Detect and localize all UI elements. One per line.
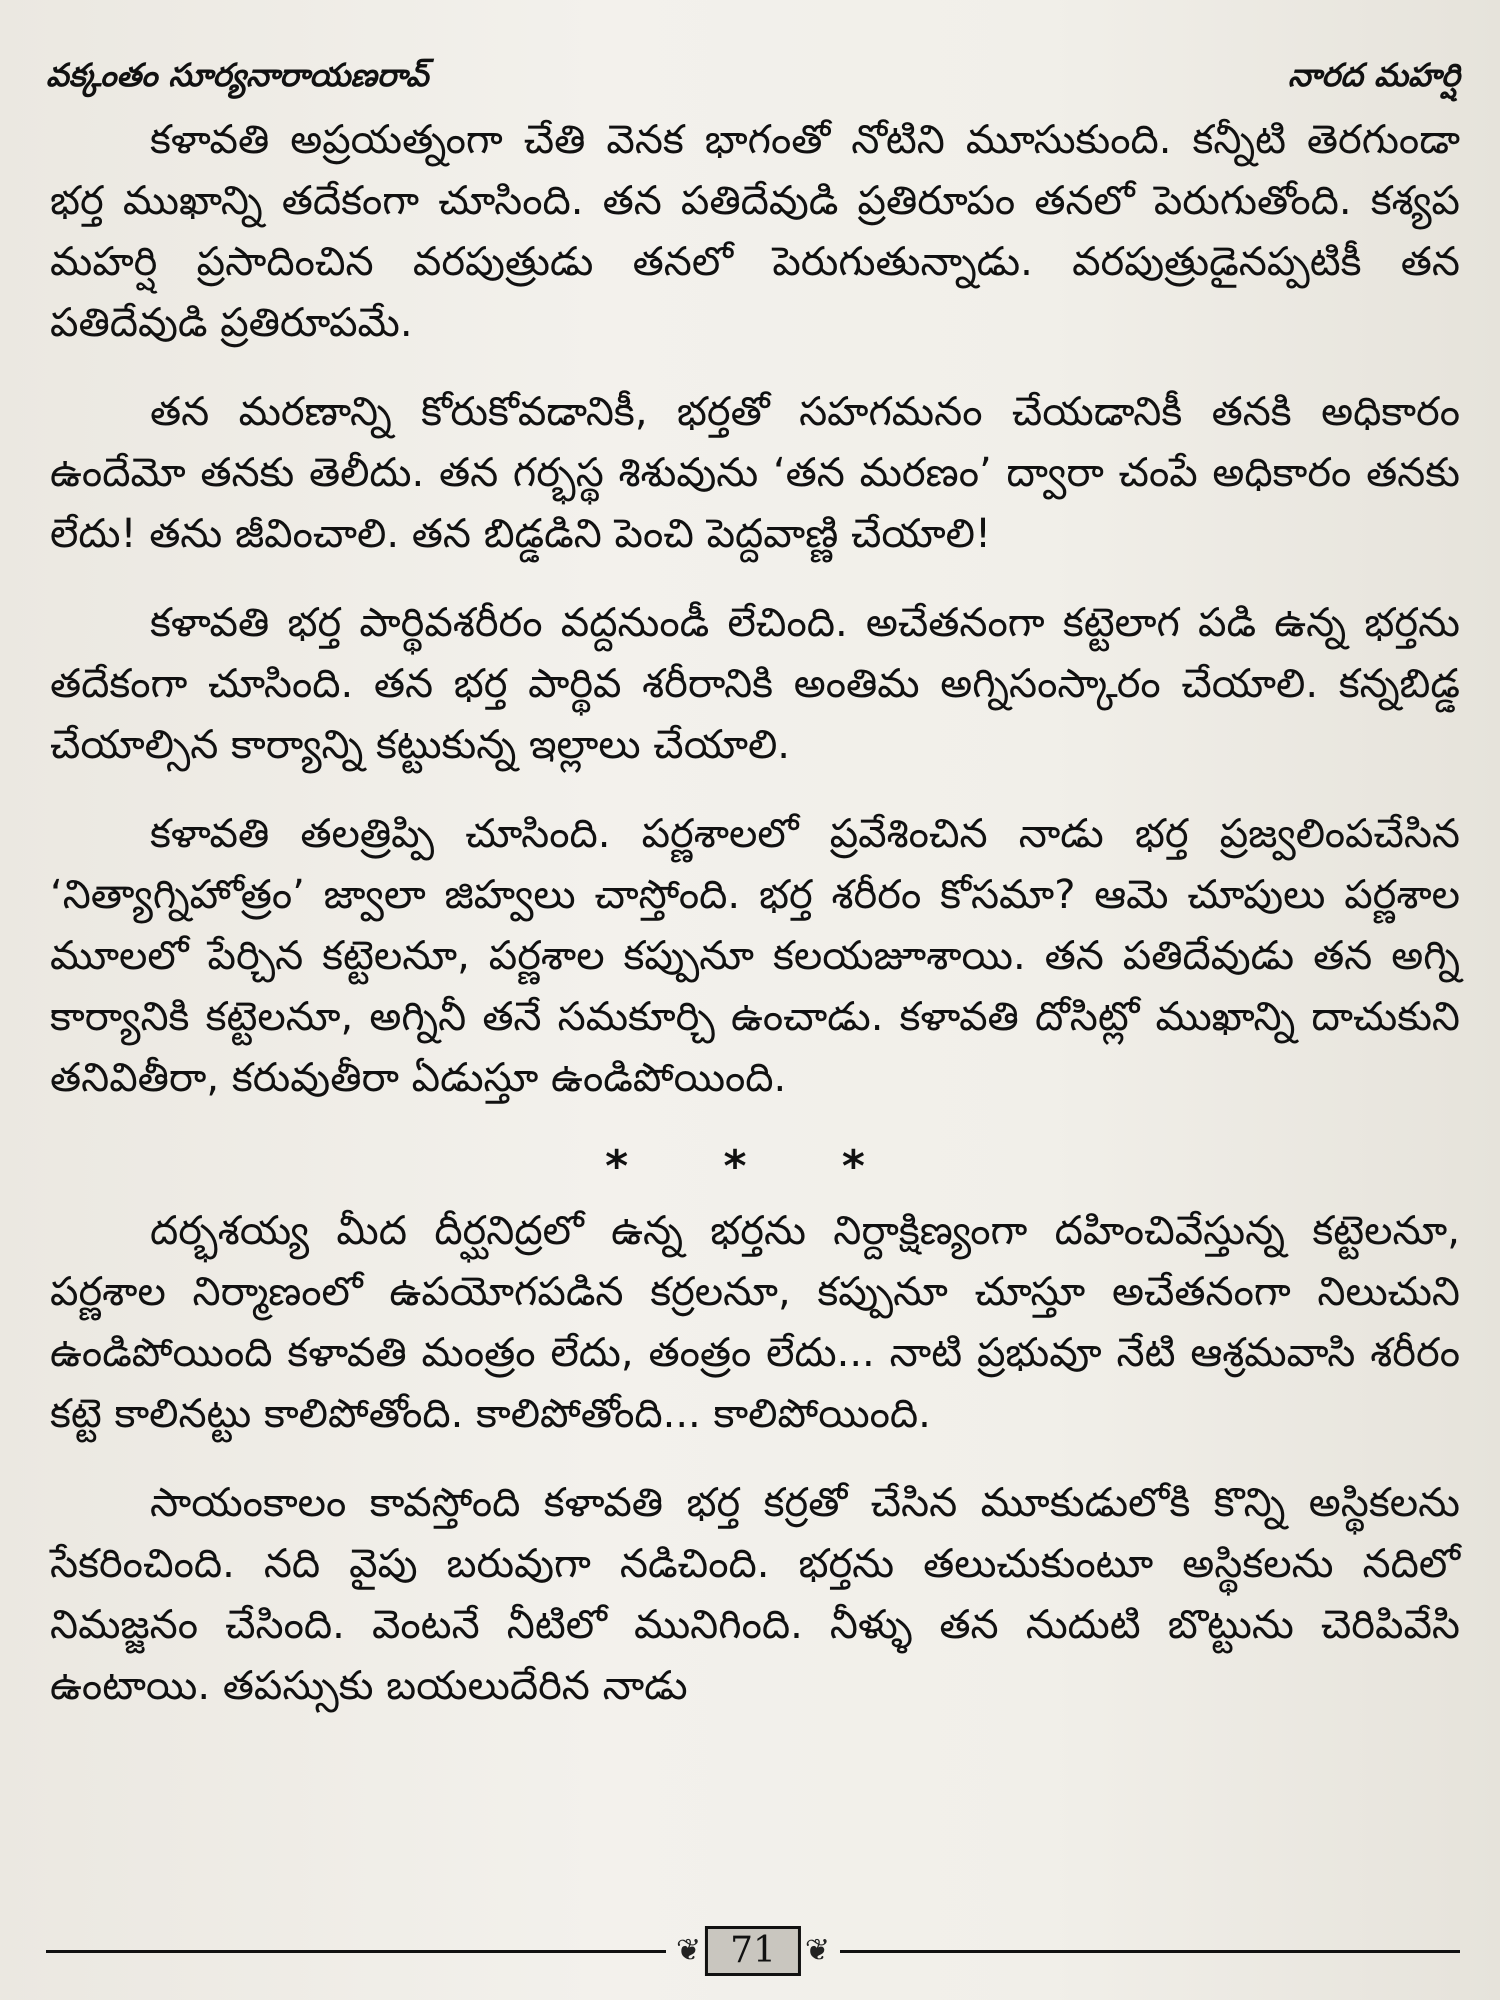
paragraph: కళావతి భర్త పార్థివశరీరం వద్దనుండీ లేచింది. అచేతనంగా కట్టెలాగ పడి ఉన్న భర్తను తదేకంగా చూసింది. తన భర్త పార్థివ శరీరానికి అంతిమ అగ్నిసంస్కారం చేయాలి. కన్నబిడ్డ చేయాల్సిన కార్యాన్ని కట్టుకున్న ఇల్లాలు చేయాలి. [50, 600, 1460, 768]
flourish-right-icon: ❦ [804, 1933, 831, 1968]
page-footer [46, 1926, 1460, 1976]
header-author: వక్కంతం సూర్యనారాయణరావ్ [46, 56, 429, 94]
flourish-left-icon: ❦ [675, 1933, 702, 1968]
footer-rule-left [46, 1950, 666, 1953]
header-book-title: నారద మహర్షి [1288, 56, 1460, 94]
paragraph: తన మరణాన్ని కోరుకోవడానికీ, భర్తతో సహగమనం చేయడానికీ తనకి అధికారం ఉందేమో తనకు తెలీదు. తన గర్భస్థ శిశువును ‘తన మరణం’ ద్వారా చంపే అధికారం తనకు లేదు! తను జీవించాలి. తన బిడ్డడిని పెంచి పెద్దవాణ్ణి చేయాలి! [50, 389, 1460, 557]
section-separator: * * * [605, 1141, 905, 1192]
paragraph: దర్భశయ్య మీద దీర్ఘనిద్రలో ఉన్న భర్తను నిర్దాక్షిణ్యంగా దహించివేస్తున్న కట్టెలనూ, పర్ణశాల నిర్మాణంలో ఉపయోగపడిన కర్రలనూ, కప్పునూ చూస్తూ అచేతనంగా నిలుచుని ఉండిపోయింది కళావతి మంత్రం లేదు, తంత్రం లేదు... నాటి ప్రభువూ నేటి ఆశ్రమవాసి శరీరం కట్టె కాలినట్టు కాలిపోతోంది. కాలిపోతోంది... కాలిపోయింది. [50, 1208, 1460, 1437]
running-header [46, 54, 1460, 104]
paragraph: కళావతి అప్రయత్నంగా చేతి వెనక భాగంతో నోటిని మూసుకుంది. కన్నీటి తెరగుండా భర్త ముఖాన్ని తదేకంగా చూసింది. తన పతిదేవుడి ప్రతిరూపం తనలో పెరుగుతోంది. కశ్యప మహర్షి ప్రసాదించిన వరపుత్రుడు తనలో పెరుగుతున్నాడు. వరపుత్రుడైనప్పటికీ తన పతిదేవుడి ప్రతిరూపమే. [50, 117, 1460, 346]
page-number: 71 [705, 1926, 801, 1976]
page-number-ornament [676, 1926, 830, 1976]
footer-rule-right [840, 1950, 1460, 1953]
page-body [50, 110, 1460, 1745]
paragraph: కళావతి తలత్రిప్పి చూసింది. పర్ణశాలలో ప్రవేశించిన నాడు భర్త ప్రజ్వలింపచేసిన ‘నిత్యాగ్నిహోత్రం’ జ్వాలా జిహ్వలు చాస్తోంది. భర్త శరీరం కోసమా? ఆమె చూపులు పర్ణశాల మూలలో పేర్చిన కట్టెలనూ, పర్ణశాల కప్పునూ కలయజూశాయి. తన పతిదేవుడు తన అగ్ని కార్యానికి కట్టెలనూ, అగ్నినీ తనే సమకూర్చి ఉంచాడు. కళావతి దోసిట్లో ముఖాన్ని దాచుకుని తనివితీరా, కరువుతీరా ఏడుస్తూ ఉండిపోయింది. [50, 811, 1460, 1101]
paragraph: సాయంకాలం కావస్తోంది కళావతి భర్త కర్రతో చేసిన మూకుడులోకి కొన్ని అస్థికలను సేకరించింది. నది వైపు బరువుగా నడిచింది. భర్తను తలుచుకుంటూ అస్థికలను నదిలో నిమజ్జనం చేసింది. వెంటనే నీటిలో మునిగింది. నీళ్ళు తన నుదుటి బొట్టును చెరిపివేసి ఉంటాయి. తపస్సుకు బయలుదేరిన నాడు [50, 1480, 1460, 1709]
